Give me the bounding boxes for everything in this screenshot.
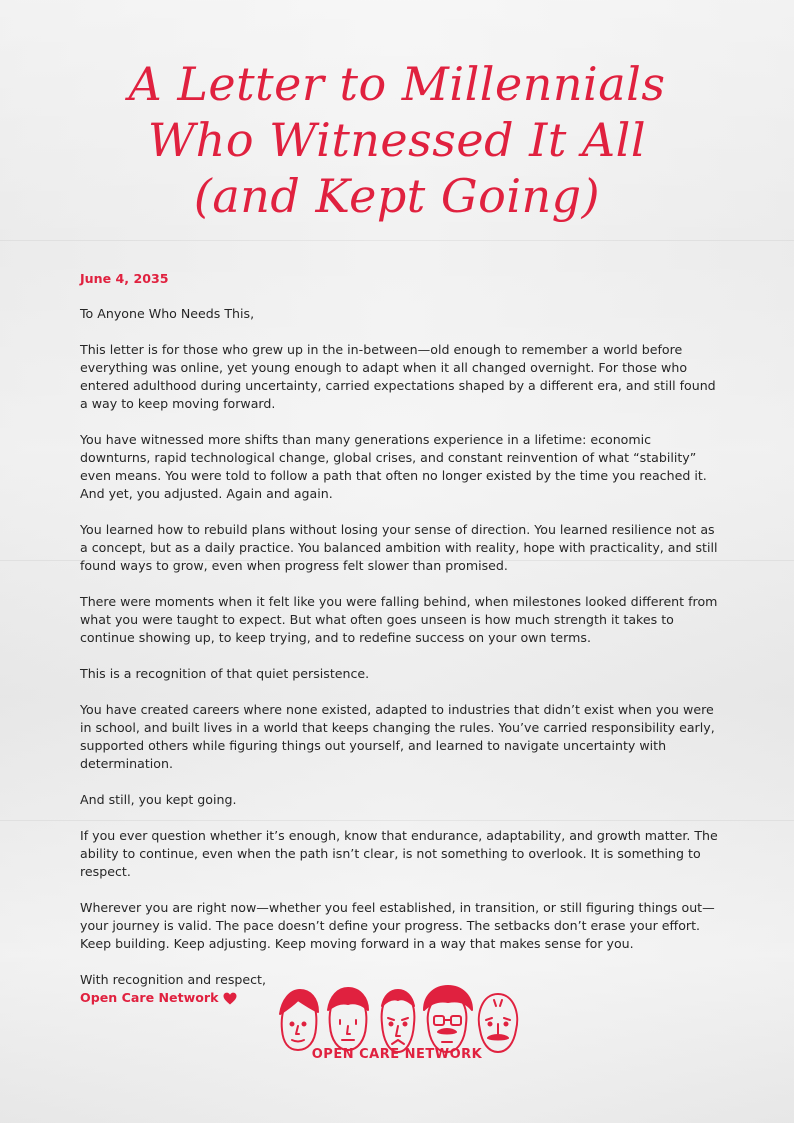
paper-fold	[0, 240, 794, 241]
paragraph	[80, 701, 720, 773]
paragraph	[80, 431, 720, 503]
paragraph-text: This letter is for those who grew up in the in-between—old enough to remember a world before everything was online, yet young enough to adapt when it all changed overnight. For those who entered adulthood during uncertainty, carried expectations shaped by a different era, and still found a way to keep moving forward.	[80, 342, 716, 411]
closing: With recognition and respect,	[80, 972, 266, 987]
face-icon	[479, 994, 517, 1052]
face-icon	[280, 990, 318, 1050]
signature	[80, 989, 237, 1007]
paragraph-text: Keep building. Keep adjusting. Keep moving forward in a way that makes sense for you.	[80, 936, 634, 951]
face-icon	[382, 990, 415, 1052]
heart-icon	[223, 992, 237, 1005]
title-line: A Letter to Millennials	[128, 57, 666, 111]
letter-date: June 4, 2035	[80, 271, 169, 286]
paragraph-text: If you ever question whether it’s enough, know that endurance, adaptability, and growth matter. The ability to continue, even when the path isn’t clear, is not something to overlook. It is something to respect.	[80, 828, 718, 879]
letter-body	[80, 270, 720, 1007]
paragraph-text: You learned how to rebuild plans without losing your sense of direction. You learned resilience not as a concept, but as a daily practice. You balanced ambition with reality, hope with practicality, and still found ways to grow, even when progress felt slower than promised.	[80, 522, 718, 573]
face-icon	[424, 986, 472, 1052]
paragraph	[80, 899, 720, 953]
paragraph-text: This is a recognition of that quiet persistence.	[80, 666, 370, 681]
signature-text: Open Care Network	[80, 990, 219, 1005]
face-icon	[328, 988, 368, 1050]
paragraph	[80, 341, 720, 413]
logo-text: OPEN CARE NETWORK	[311, 1047, 483, 1062]
paragraph	[80, 593, 720, 647]
paragraph	[80, 791, 720, 809]
paragraph-text: You have witnessed more shifts than many generations experience in a lifetime: economic downturns, rapid technological change, global crises, and constant reinvention of what “stability” even means. You were told to follow a path that often no longer existed by the time you reached it. And yet, you adjusted. Again and again.	[80, 432, 707, 501]
paragraph	[80, 521, 720, 575]
paragraph	[80, 665, 720, 683]
title-line: Who Witnessed It All	[147, 113, 647, 167]
paragraph-text: And still, you kept going.	[80, 792, 237, 807]
paragraph-text: You have created careers where none existed, adapted to industries that didn’t exist when you were in school, and built lives in a world that keeps changing the rules. You’ve carried responsibility early, supported others while figuring things out yourself, and learned to navigate uncertainty with determination.	[80, 702, 715, 771]
letter-title	[0, 56, 794, 224]
five-faces-logo	[270, 980, 530, 1080]
paragraph-text: Wherever you are right now—whether you feel established, in transition, or still figuring things out—your journey is valid. The pace doesn’t define your progress. The setbacks don’t erase your effort.	[80, 900, 715, 933]
paragraph	[80, 827, 720, 881]
salutation: To Anyone Who Needs This,	[80, 306, 255, 321]
paragraph-text: There were moments when it felt like you were falling behind, when milestones looked different from what you were taught to expect. But what often goes unseen is how much strength it takes to continue showing up, to keep trying, and to redefine success on your own terms.	[80, 594, 718, 645]
title-line: (and Kept Going)	[193, 169, 601, 223]
